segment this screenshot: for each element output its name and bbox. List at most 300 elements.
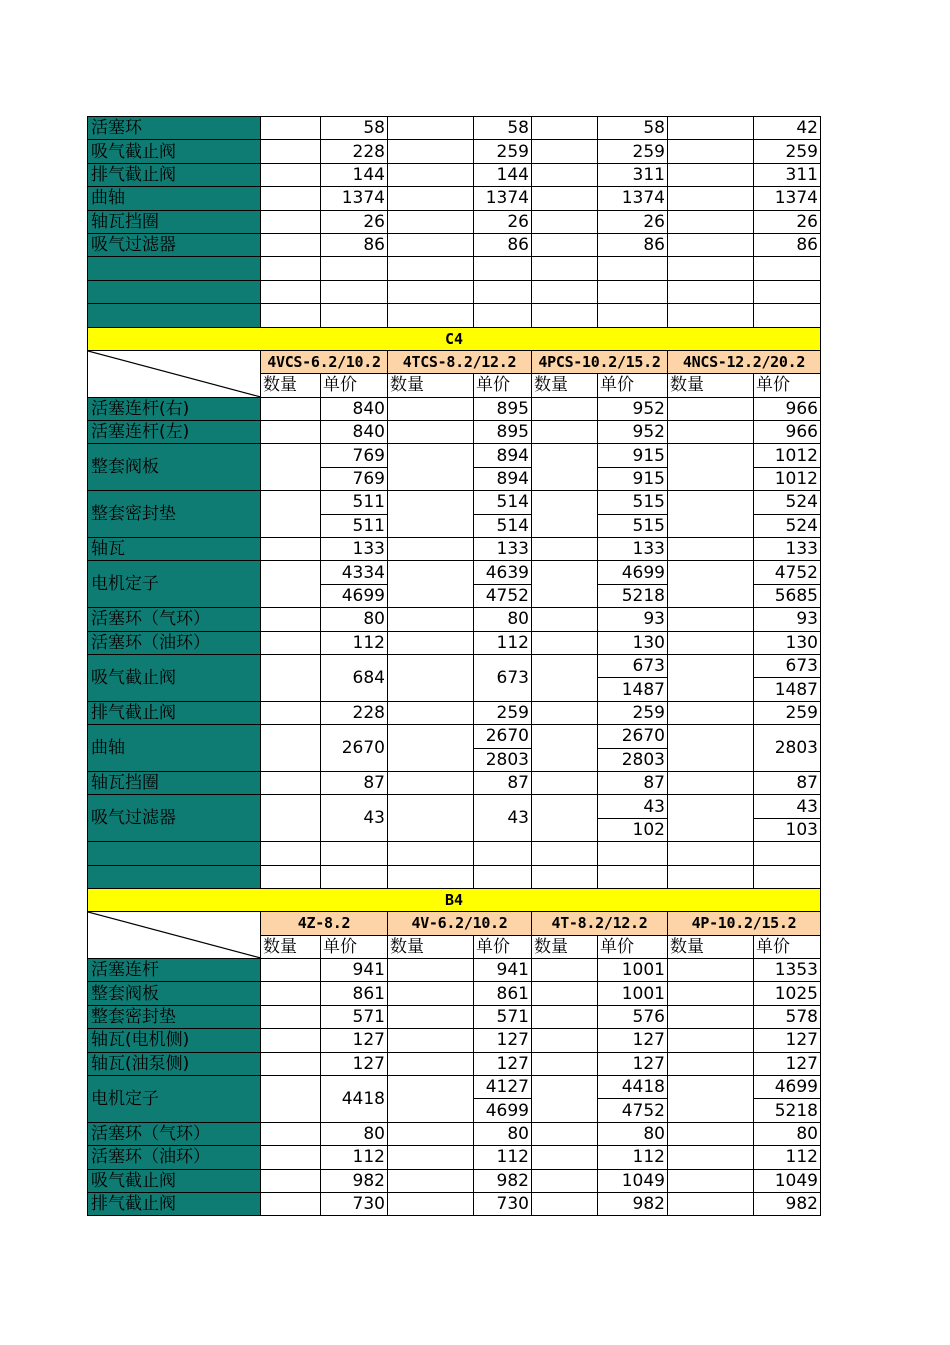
unit-price-cell: 127 xyxy=(474,1052,532,1075)
unit-price-cell: 4639 xyxy=(474,561,532,584)
unit-price-cell: 2670 xyxy=(474,725,532,748)
quantity-cell xyxy=(388,982,474,1005)
quantity-cell xyxy=(388,233,474,256)
quantity-cell xyxy=(532,771,598,794)
quantity-cell xyxy=(668,1146,754,1169)
quantity-cell xyxy=(668,210,754,233)
price-header: 单价 xyxy=(321,935,388,958)
unit-price-cell: 112 xyxy=(474,1146,532,1169)
unit-price-cell: 127 xyxy=(321,1029,388,1052)
table-row xyxy=(88,1076,821,1099)
unit-price-cell: 1487 xyxy=(598,678,668,701)
part-name: 吸气截止阀 xyxy=(88,140,261,163)
part-name: 吸气截止阀 xyxy=(88,1169,261,1192)
model-header: 4NCS-12.2/20.2 xyxy=(668,350,821,373)
empty-cell xyxy=(532,865,598,888)
quantity-cell xyxy=(668,631,754,654)
quantity-cell xyxy=(388,959,474,982)
quantity-cell xyxy=(532,421,598,444)
unit-price-cell: 42 xyxy=(754,117,821,140)
quantity-cell xyxy=(532,1192,598,1215)
quantity-cell xyxy=(388,397,474,420)
unit-price-cell: 514 xyxy=(474,491,532,514)
empty-cell xyxy=(754,865,821,888)
empty-cell xyxy=(668,280,754,303)
quantity-cell xyxy=(261,140,321,163)
unit-price-cell: 86 xyxy=(754,233,821,256)
unit-price-cell: 769 xyxy=(321,444,388,467)
quantity-cell xyxy=(388,421,474,444)
unit-price-cell: 4418 xyxy=(598,1076,668,1099)
empty-row xyxy=(88,304,821,327)
table-row xyxy=(88,1192,821,1215)
empty-cell xyxy=(474,257,532,280)
unit-price-cell: 952 xyxy=(598,421,668,444)
quantity-cell xyxy=(668,538,754,561)
empty-cell xyxy=(532,257,598,280)
unit-price-cell: 2803 xyxy=(474,748,532,771)
unit-price-cell: 127 xyxy=(321,1052,388,1075)
unit-price-cell: 515 xyxy=(598,491,668,514)
quantity-cell xyxy=(532,140,598,163)
table-row xyxy=(88,1169,821,1192)
quantity-cell xyxy=(668,140,754,163)
unit-price-cell: 259 xyxy=(474,140,532,163)
qty-header: 数量 xyxy=(261,374,321,397)
price-header: 单价 xyxy=(321,374,388,397)
table-row xyxy=(88,725,821,748)
unit-price-cell: 982 xyxy=(754,1192,821,1215)
part-name: 吸气截止阀 xyxy=(88,654,261,701)
empty-cell xyxy=(321,304,388,327)
quantity-cell xyxy=(532,117,598,140)
quantity-cell xyxy=(388,117,474,140)
unit-price-cell: 93 xyxy=(598,608,668,631)
part-name: 曲轴 xyxy=(88,187,261,210)
unit-price-cell: 80 xyxy=(321,1122,388,1145)
empty-row xyxy=(88,842,821,865)
quantity-cell xyxy=(668,1052,754,1075)
empty-cell xyxy=(388,280,474,303)
section-title-row xyxy=(88,888,821,911)
empty-cell xyxy=(598,865,668,888)
quantity-cell xyxy=(668,701,754,724)
unit-price-cell: 4752 xyxy=(598,1099,668,1122)
unit-price-cell: 133 xyxy=(598,538,668,561)
unit-price-cell: 1049 xyxy=(754,1169,821,1192)
quantity-cell xyxy=(261,771,321,794)
table-row xyxy=(88,233,821,256)
quantity-cell xyxy=(388,187,474,210)
quantity-cell xyxy=(532,959,598,982)
unit-price-cell: 684 xyxy=(321,654,388,701)
unit-price-cell: 259 xyxy=(598,140,668,163)
section-title-b4: B4 xyxy=(88,888,821,911)
price-header: 单价 xyxy=(474,935,532,958)
unit-price-cell: 259 xyxy=(598,701,668,724)
quantity-cell xyxy=(388,561,474,608)
qty-header: 数量 xyxy=(668,935,754,958)
empty-cell xyxy=(598,257,668,280)
diagonal-line xyxy=(88,912,260,958)
quantity-cell xyxy=(388,210,474,233)
unit-price-cell: 571 xyxy=(474,1005,532,1028)
unit-price-cell: 130 xyxy=(754,631,821,654)
empty-cell xyxy=(668,257,754,280)
unit-price-cell: 982 xyxy=(598,1192,668,1215)
unit-price-cell: 4699 xyxy=(474,1099,532,1122)
part-name: 活塞环（气环） xyxy=(88,608,261,631)
quantity-cell xyxy=(668,397,754,420)
unit-price-cell: 259 xyxy=(754,140,821,163)
empty-cell xyxy=(321,257,388,280)
quantity-cell xyxy=(261,1192,321,1215)
part-name: 活塞环 xyxy=(88,117,261,140)
empty-cell xyxy=(261,280,321,303)
price-header: 单价 xyxy=(598,935,668,958)
unit-price-cell: 144 xyxy=(474,163,532,186)
quantity-cell xyxy=(388,631,474,654)
quantity-cell xyxy=(668,187,754,210)
quantity-cell xyxy=(532,444,598,491)
unit-price-cell: 26 xyxy=(598,210,668,233)
unit-price-cell: 80 xyxy=(321,608,388,631)
unit-price-cell: 966 xyxy=(754,421,821,444)
quantity-cell xyxy=(261,795,321,842)
unit-price-cell: 1374 xyxy=(598,187,668,210)
table-row xyxy=(88,538,821,561)
table-row xyxy=(88,1122,821,1145)
unit-price-cell: 861 xyxy=(321,982,388,1005)
table-row xyxy=(88,1052,821,1075)
quantity-cell xyxy=(668,959,754,982)
quantity-cell xyxy=(668,561,754,608)
quantity-cell xyxy=(261,421,321,444)
quantity-cell xyxy=(668,1122,754,1145)
empty-cell xyxy=(668,842,754,865)
empty-cell xyxy=(598,280,668,303)
quantity-cell xyxy=(532,187,598,210)
quantity-cell xyxy=(668,1192,754,1215)
unit-price-cell: 1487 xyxy=(754,678,821,701)
model-header: 4Z-8.2 xyxy=(261,912,388,935)
unit-price-cell: 133 xyxy=(321,538,388,561)
quantity-cell xyxy=(261,608,321,631)
part-name: 活塞连杆(左) xyxy=(88,421,261,444)
unit-price-cell: 1049 xyxy=(598,1169,668,1192)
table-row xyxy=(88,1029,821,1052)
quantity-cell xyxy=(668,163,754,186)
model-header-row xyxy=(88,350,821,373)
quantity-cell xyxy=(668,117,754,140)
model-header: 4T-8.2/12.2 xyxy=(532,912,668,935)
quantity-cell xyxy=(388,444,474,491)
unit-price-cell: 1374 xyxy=(754,187,821,210)
quantity-cell xyxy=(261,982,321,1005)
quantity-cell xyxy=(388,538,474,561)
unit-price-cell: 524 xyxy=(754,514,821,537)
unit-price-cell: 43 xyxy=(598,795,668,818)
part-name xyxy=(88,304,261,327)
quantity-cell xyxy=(388,1005,474,1028)
model-header: 4VCS-6.2/10.2 xyxy=(261,350,388,373)
quantity-cell xyxy=(532,1122,598,1145)
part-name xyxy=(88,280,261,303)
unit-price-cell: 130 xyxy=(598,631,668,654)
qty-header: 数量 xyxy=(668,374,754,397)
quantity-cell xyxy=(668,1029,754,1052)
unit-price-cell: 2670 xyxy=(598,725,668,748)
unit-price-cell: 515 xyxy=(598,514,668,537)
unit-price-cell: 4699 xyxy=(754,1076,821,1099)
quantity-cell xyxy=(388,1052,474,1075)
unit-price-cell: 941 xyxy=(474,959,532,982)
model-header: 4TCS-8.2/12.2 xyxy=(388,350,532,373)
part-name: 排气截止阀 xyxy=(88,1192,261,1215)
part-name: 轴瓦(油泵侧) xyxy=(88,1052,261,1075)
quantity-cell xyxy=(261,725,321,772)
unit-price-cell: 112 xyxy=(598,1146,668,1169)
unit-price-cell: 861 xyxy=(474,982,532,1005)
price-header: 单价 xyxy=(598,374,668,397)
table-row xyxy=(88,959,821,982)
part-name: 整套阀板 xyxy=(88,444,261,491)
quantity-cell xyxy=(668,725,754,772)
unit-price-cell: 86 xyxy=(321,233,388,256)
model-header-row xyxy=(88,912,821,935)
table-row xyxy=(88,491,821,514)
quantity-cell xyxy=(388,1146,474,1169)
qty-header: 数量 xyxy=(532,935,598,958)
quantity-cell xyxy=(668,444,754,491)
unit-price-cell: 228 xyxy=(321,140,388,163)
unit-price-cell: 511 xyxy=(321,514,388,537)
empty-cell xyxy=(474,304,532,327)
quantity-cell xyxy=(532,982,598,1005)
unit-price-cell: 87 xyxy=(474,771,532,794)
unit-price-cell: 895 xyxy=(474,421,532,444)
table-row xyxy=(88,1005,821,1028)
part-name: 轴瓦挡圈 xyxy=(88,771,261,794)
quantity-cell xyxy=(261,959,321,982)
table-row xyxy=(88,210,821,233)
unit-price-cell: 127 xyxy=(598,1052,668,1075)
quantity-cell xyxy=(532,538,598,561)
unit-price-cell: 43 xyxy=(321,795,388,842)
part-name: 整套密封垫 xyxy=(88,491,261,538)
empty-cell xyxy=(754,304,821,327)
quantity-cell xyxy=(261,163,321,186)
unit-price-cell: 80 xyxy=(474,608,532,631)
unit-price-cell: 93 xyxy=(754,608,821,631)
part-name: 整套阀板 xyxy=(88,982,261,1005)
part-name: 吸气过滤器 xyxy=(88,233,261,256)
quantity-cell xyxy=(532,795,598,842)
unit-price-cell: 941 xyxy=(321,959,388,982)
unit-price-cell: 915 xyxy=(598,444,668,467)
unit-price-cell: 87 xyxy=(754,771,821,794)
unit-price-cell: 1353 xyxy=(754,959,821,982)
unit-price-cell: 894 xyxy=(474,467,532,490)
unit-price-cell: 769 xyxy=(321,467,388,490)
quantity-cell xyxy=(261,117,321,140)
table-row xyxy=(88,654,821,677)
unit-price-cell: 4418 xyxy=(321,1076,388,1123)
section-title-c4: C4 xyxy=(88,327,821,350)
table-row xyxy=(88,771,821,794)
quantity-cell xyxy=(261,654,321,701)
unit-price-cell: 4752 xyxy=(474,584,532,607)
empty-row xyxy=(88,280,821,303)
part-name: 轴瓦(电机侧) xyxy=(88,1029,261,1052)
empty-cell xyxy=(388,257,474,280)
quantity-cell xyxy=(532,631,598,654)
part-name xyxy=(88,257,261,280)
part-name: 活塞连杆(右) xyxy=(88,397,261,420)
unit-price-cell: 2670 xyxy=(321,725,388,772)
empty-cell xyxy=(754,257,821,280)
quantity-cell xyxy=(532,210,598,233)
quantity-cell xyxy=(668,795,754,842)
quantity-cell xyxy=(668,771,754,794)
quantity-cell xyxy=(668,608,754,631)
quantity-cell xyxy=(532,608,598,631)
quantity-cell xyxy=(668,1169,754,1192)
quantity-cell xyxy=(532,163,598,186)
quantity-cell xyxy=(261,491,321,538)
unit-price-cell: 86 xyxy=(474,233,532,256)
diagonal-header-cell xyxy=(88,912,261,959)
table-row xyxy=(88,561,821,584)
empty-cell xyxy=(532,842,598,865)
quantity-cell xyxy=(388,725,474,772)
quantity-cell xyxy=(261,538,321,561)
unit-price-cell: 524 xyxy=(754,491,821,514)
unit-price-cell: 228 xyxy=(321,701,388,724)
quantity-cell xyxy=(261,1052,321,1075)
quantity-cell xyxy=(261,1122,321,1145)
diagonal-header-cell xyxy=(88,350,261,397)
unit-price-cell: 259 xyxy=(754,701,821,724)
unit-price-cell: 58 xyxy=(598,117,668,140)
part-name xyxy=(88,842,261,865)
quantity-cell xyxy=(388,1169,474,1192)
table-row xyxy=(88,701,821,724)
unit-price-cell: 4699 xyxy=(321,584,388,607)
table-row xyxy=(88,397,821,420)
unit-price-cell: 4334 xyxy=(321,561,388,584)
part-name: 活塞环（气环） xyxy=(88,1122,261,1145)
unit-price-cell: 840 xyxy=(321,397,388,420)
model-header: 4P-10.2/15.2 xyxy=(668,912,821,935)
table-row xyxy=(88,631,821,654)
quantity-cell xyxy=(388,608,474,631)
unit-price-cell: 895 xyxy=(474,397,532,420)
quantity-cell xyxy=(388,771,474,794)
unit-price-cell: 127 xyxy=(754,1052,821,1075)
unit-price-cell: 571 xyxy=(321,1005,388,1028)
table-row xyxy=(88,608,821,631)
empty-cell xyxy=(532,280,598,303)
quantity-cell xyxy=(388,140,474,163)
quantity-cell xyxy=(532,1029,598,1052)
unit-price-cell: 4127 xyxy=(474,1076,532,1099)
empty-row xyxy=(88,257,821,280)
quantity-cell xyxy=(668,654,754,701)
table-row xyxy=(88,1146,821,1169)
qty-header: 数量 xyxy=(532,374,598,397)
table-row xyxy=(88,795,821,818)
quantity-cell xyxy=(532,1005,598,1028)
unit-price-cell: 1012 xyxy=(754,467,821,490)
unit-price-cell: 26 xyxy=(474,210,532,233)
quantity-cell xyxy=(388,491,474,538)
unit-price-cell: 952 xyxy=(598,397,668,420)
unit-price-cell: 673 xyxy=(754,654,821,677)
quantity-cell xyxy=(532,233,598,256)
empty-cell xyxy=(261,304,321,327)
quantity-cell xyxy=(668,233,754,256)
unit-price-cell: 127 xyxy=(474,1029,532,1052)
quantity-cell xyxy=(261,631,321,654)
quantity-cell xyxy=(388,701,474,724)
unit-price-cell: 112 xyxy=(321,1146,388,1169)
unit-price-cell: 730 xyxy=(474,1192,532,1215)
unit-price-cell: 894 xyxy=(474,444,532,467)
empty-cell xyxy=(754,842,821,865)
unit-price-cell: 87 xyxy=(598,771,668,794)
empty-cell xyxy=(388,842,474,865)
part-name xyxy=(88,865,261,888)
part-name: 活塞环（油环） xyxy=(88,1146,261,1169)
empty-cell xyxy=(388,304,474,327)
quantity-cell xyxy=(388,795,474,842)
quantity-cell xyxy=(261,233,321,256)
table-row xyxy=(88,444,821,467)
unit-price-cell: 915 xyxy=(598,467,668,490)
unit-price-cell: 80 xyxy=(754,1122,821,1145)
price-header: 单价 xyxy=(474,374,532,397)
quantity-cell xyxy=(668,491,754,538)
quantity-cell xyxy=(388,654,474,701)
quantity-cell xyxy=(261,701,321,724)
unit-price-cell: 5685 xyxy=(754,584,821,607)
unit-price-cell: 511 xyxy=(321,491,388,514)
model-header: 4PCS-10.2/15.2 xyxy=(532,350,668,373)
unit-price-cell: 840 xyxy=(321,421,388,444)
unit-price-cell: 259 xyxy=(474,701,532,724)
unit-price-cell: 5218 xyxy=(754,1099,821,1122)
unit-price-cell: 1025 xyxy=(754,982,821,1005)
quantity-cell xyxy=(668,982,754,1005)
diagonal-line xyxy=(88,351,260,397)
part-name: 轴瓦挡圈 xyxy=(88,210,261,233)
part-name: 曲轴 xyxy=(88,725,261,772)
unit-price-cell: 80 xyxy=(598,1122,668,1145)
empty-cell xyxy=(598,842,668,865)
quantity-cell xyxy=(261,1005,321,1028)
empty-cell xyxy=(474,280,532,303)
unit-price-cell: 673 xyxy=(598,654,668,677)
quantity-cell xyxy=(532,1052,598,1075)
unit-price-cell: 1374 xyxy=(474,187,532,210)
empty-cell xyxy=(261,842,321,865)
unit-price-cell: 133 xyxy=(474,538,532,561)
unit-price-cell: 58 xyxy=(474,117,532,140)
quantity-cell xyxy=(388,1122,474,1145)
part-name: 活塞环（油环） xyxy=(88,631,261,654)
quantity-cell xyxy=(261,1146,321,1169)
